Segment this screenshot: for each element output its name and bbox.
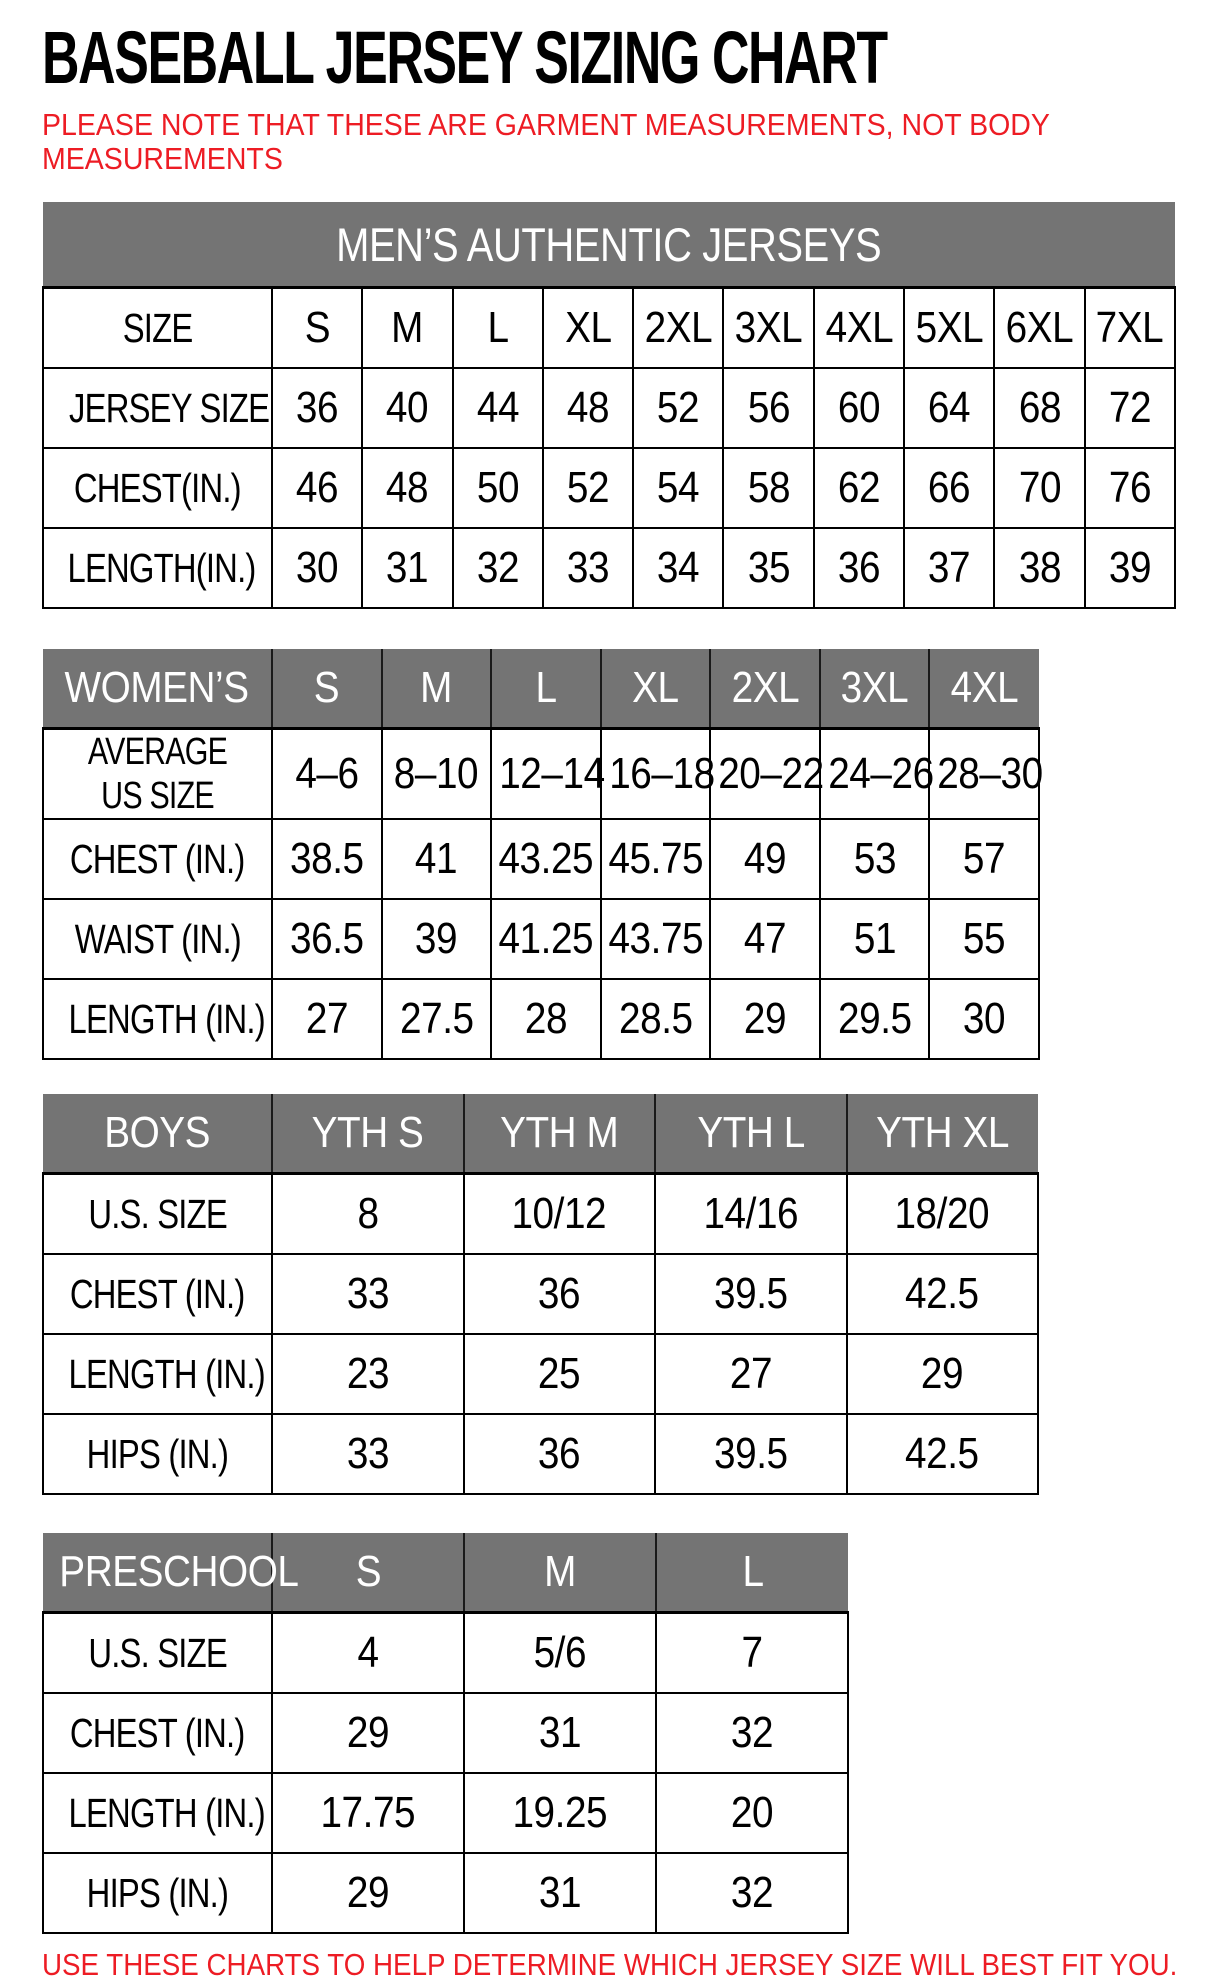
- table-cell: [272, 1613, 464, 1694]
- cell-value-text: 68: [1018, 383, 1061, 432]
- table-cell: [633, 288, 723, 369]
- cell-value-text: 10/12: [511, 1189, 607, 1238]
- table-cell: [464, 1613, 656, 1694]
- cell-value-text: 45.75: [608, 834, 703, 883]
- table-row: [43, 819, 1039, 899]
- header-value-text: M: [544, 1547, 576, 1596]
- table-cell: [464, 1853, 656, 1933]
- row-label-cell: [43, 819, 272, 899]
- table-header-row: [43, 649, 1039, 729]
- table-cell: [929, 899, 1039, 979]
- row-label-text: CHEST (IN.): [70, 1709, 245, 1756]
- header-cell: [847, 1094, 1039, 1174]
- table-cell: [1085, 448, 1175, 528]
- table-cell: [272, 819, 382, 899]
- row-label-cell: [43, 1773, 272, 1853]
- row-label-text: AVERAGE US SIZE: [87, 731, 228, 817]
- row-label-cell: [43, 899, 272, 979]
- row-label-text: JERSEY SIZE: [69, 384, 270, 431]
- row-label-cell: [43, 368, 272, 448]
- row-label-cell: [43, 448, 272, 528]
- header-value-text: YTH M: [500, 1108, 619, 1157]
- cell-value-text: 48: [386, 463, 429, 512]
- header-label-cell: [43, 649, 272, 729]
- header-cell: [272, 1094, 464, 1174]
- table-row: [43, 1254, 1038, 1334]
- cell-value-text: 33: [346, 1429, 389, 1478]
- cell-value-text: 39.5: [713, 1429, 788, 1478]
- header-label-text: BOYS: [104, 1108, 210, 1157]
- table-header-row: [43, 1094, 1038, 1174]
- cell-value-text: 37: [928, 543, 971, 592]
- table-cell: [491, 979, 601, 1059]
- table-cell: [464, 1773, 656, 1853]
- row-label-cell: [43, 729, 272, 820]
- cell-value-text: 50: [476, 463, 519, 512]
- cell-value-text: 19.25: [512, 1788, 608, 1837]
- preschool-sizing-table: [42, 1533, 849, 1934]
- row-label-cell: [43, 1613, 272, 1694]
- header-value-text: L: [741, 1547, 764, 1596]
- row-label-text: CHEST (IN.): [70, 1270, 245, 1317]
- boys-sizing-table: [42, 1094, 1039, 1495]
- table-cell: [656, 1773, 848, 1853]
- table-cell: [994, 288, 1084, 369]
- table-cell: [1085, 288, 1175, 369]
- cell-value-text: 34: [657, 543, 700, 592]
- table-cell: [272, 528, 362, 608]
- table-cell: [633, 528, 723, 608]
- cell-value-text: 42.5: [905, 1429, 980, 1478]
- cell-value-text: 35: [747, 543, 790, 592]
- table-cell: [814, 368, 904, 448]
- table-cell: [723, 528, 813, 608]
- table-cell: [272, 1773, 464, 1853]
- table-cell: [820, 899, 930, 979]
- cell-value-text: 4–6: [295, 749, 359, 798]
- table-cell: [601, 979, 711, 1059]
- table-cell: [272, 979, 382, 1059]
- header-cell: [382, 649, 492, 729]
- cell-value-text: 42.5: [905, 1269, 980, 1318]
- cell-value-text: 36.5: [289, 914, 364, 963]
- header-value-text: L: [535, 663, 557, 712]
- table-cell: [362, 448, 452, 528]
- table-cell: [814, 288, 904, 369]
- cell-value-text: 29.5: [837, 994, 912, 1043]
- cell-value-text: 6XL: [1005, 303, 1074, 352]
- table-cell: [464, 1174, 656, 1255]
- cell-value-text: 8: [357, 1189, 379, 1238]
- cell-value-text: 31: [538, 1868, 582, 1917]
- cell-value-text: 25: [538, 1349, 581, 1398]
- cell-value-text: 33: [346, 1269, 389, 1318]
- table-cell: [543, 448, 633, 528]
- table-row: [43, 368, 1175, 448]
- table-cell: [710, 899, 820, 979]
- womens-sizing-table: [42, 649, 1044, 1060]
- table-row: [43, 1853, 848, 1933]
- table-row: [43, 1773, 848, 1853]
- cell-value-text: 29: [346, 1708, 390, 1757]
- cell-value-text: 41: [415, 834, 458, 883]
- table-cell: [723, 288, 813, 369]
- table-cell: [382, 729, 492, 820]
- header-label-text: WOMEN’S: [64, 663, 250, 712]
- header-cell: [464, 1533, 656, 1613]
- measurement-note: [42, 108, 1220, 176]
- header-cell: [820, 649, 930, 729]
- header-value-text: S: [314, 663, 340, 712]
- table-cell: [272, 288, 362, 369]
- cell-value-text: 54: [657, 463, 700, 512]
- table-cell: [362, 368, 452, 448]
- table-cell: [1085, 528, 1175, 608]
- cell-value-text: 46: [296, 463, 339, 512]
- table-cell: [362, 528, 452, 608]
- table-cell: [362, 288, 452, 369]
- table-title-text: MEN’S AUTHENTIC JERSEYS: [336, 217, 882, 271]
- table-row: [43, 1693, 848, 1773]
- table-cell: [904, 288, 994, 369]
- cell-value-text: 27.5: [399, 994, 474, 1043]
- cell-value-text: 30: [963, 994, 1006, 1043]
- table-cell: [994, 368, 1084, 448]
- table-cell: [820, 819, 930, 899]
- row-label-text: LENGTH (IN.): [68, 1350, 265, 1397]
- header-label-cell: [43, 1094, 272, 1174]
- cell-value-text: 57: [963, 834, 1006, 883]
- header-value-text: 4XL: [950, 663, 1019, 712]
- table-cell: [272, 448, 362, 528]
- table-cell: [491, 899, 601, 979]
- footer-note: [42, 1948, 1220, 1982]
- cell-value-text: 36: [837, 543, 881, 592]
- cell-value-text: 7: [741, 1628, 763, 1677]
- table-cell: [382, 899, 492, 979]
- table-row: [43, 1613, 848, 1694]
- cell-value-text: 31: [538, 1708, 582, 1757]
- header-cell: [272, 1533, 464, 1613]
- cell-value-text: 52: [657, 383, 700, 432]
- cell-value-text: 29: [346, 1868, 390, 1917]
- table-cell: [847, 1334, 1039, 1414]
- cell-value-text: M: [391, 303, 424, 352]
- header-label-text: PRESCHOOL: [59, 1547, 299, 1596]
- cell-value-text: 16–18: [608, 749, 715, 798]
- table-row: [43, 979, 1039, 1059]
- table-cell: [710, 979, 820, 1059]
- cell-value-text: 36: [296, 383, 339, 432]
- cell-value-text: 32: [476, 543, 519, 592]
- row-label-cell: [43, 1334, 272, 1414]
- table-row: [43, 1174, 1038, 1255]
- header-cell: [656, 1533, 848, 1613]
- table-cell: [655, 1334, 847, 1414]
- table-cell: [994, 528, 1084, 608]
- cell-value-text: 58: [747, 463, 790, 512]
- cell-value-text: 3XL: [734, 303, 803, 352]
- table-cell: [543, 528, 633, 608]
- cell-value-text: 29: [921, 1349, 964, 1398]
- page-title: [42, 16, 1220, 99]
- row-label-text: U.S. SIZE: [88, 1190, 227, 1237]
- table-cell: [929, 819, 1039, 899]
- header-cell: [601, 649, 711, 729]
- table-cell: [464, 1414, 656, 1494]
- cell-value-text: 39: [415, 914, 458, 963]
- row-label-text: HIPS (IN.): [86, 1869, 229, 1916]
- table-cell: [453, 448, 543, 528]
- cell-value-text: 43.75: [608, 914, 703, 963]
- table-cell: [382, 819, 492, 899]
- header-cell: [272, 649, 382, 729]
- table-cell: [601, 819, 711, 899]
- table-cell: [543, 288, 633, 369]
- table-row: [43, 1414, 1038, 1494]
- table-cell: [723, 448, 813, 528]
- table-cell: [464, 1693, 656, 1773]
- cell-value-text: 20–22: [718, 749, 824, 798]
- cell-value-text: 4XL: [825, 303, 893, 352]
- table-cell: [929, 979, 1039, 1059]
- cell-value-text: 24–26: [828, 749, 934, 798]
- table-cell: [904, 448, 994, 528]
- table-header-row: [43, 1533, 848, 1613]
- header-value-text: YTH L: [696, 1108, 805, 1157]
- row-label-text: SIZE: [122, 304, 193, 351]
- cell-value-text: 36: [538, 1429, 581, 1478]
- table-cell: [464, 1334, 656, 1414]
- cell-value-text: 39.5: [713, 1269, 788, 1318]
- table-title-cell: [43, 202, 1175, 288]
- row-label-text: U.S. SIZE: [88, 1629, 227, 1676]
- cell-value-text: S: [304, 303, 330, 352]
- cell-value-text: L: [487, 303, 509, 352]
- row-label-cell: [43, 1414, 272, 1494]
- cell-value-text: 56: [747, 383, 790, 432]
- cell-value-text: XL: [564, 303, 612, 352]
- table-cell: [814, 528, 904, 608]
- table-cell: [453, 528, 543, 608]
- row-label-cell: [43, 1254, 272, 1334]
- header-label-cell: [43, 1533, 299, 1613]
- table-cell: [929, 729, 1044, 820]
- table-cell: [272, 1853, 464, 1933]
- cell-value-text: 4: [357, 1628, 379, 1677]
- cell-value-text: 27: [729, 1349, 772, 1398]
- table-cell: [847, 1254, 1039, 1334]
- header-cell: [710, 649, 820, 729]
- table-cell: [272, 899, 382, 979]
- table-cell: [543, 368, 633, 448]
- header-value-text: 3XL: [840, 663, 909, 712]
- cell-value-text: 40: [386, 383, 429, 432]
- header-cell: [491, 649, 601, 729]
- table-cell: [655, 1174, 847, 1255]
- table-cell: [656, 1853, 848, 1933]
- table-cell: [904, 368, 994, 448]
- table-row: [43, 1334, 1038, 1414]
- cell-value-text: 70: [1018, 463, 1061, 512]
- cell-value-text: 20: [730, 1788, 774, 1837]
- row-label-cell: [43, 1853, 272, 1933]
- header-value-text: YTH S: [311, 1108, 424, 1157]
- table-row: [43, 729, 1039, 820]
- table-cell: [272, 1174, 464, 1255]
- table-cell: [994, 448, 1084, 528]
- cell-value-text: 27: [305, 994, 348, 1043]
- table-cell: [710, 729, 824, 820]
- table-cell: [633, 368, 723, 448]
- header-cell: [929, 649, 1039, 729]
- cell-value-text: 14/16: [703, 1189, 799, 1238]
- header-value-text: M: [420, 663, 453, 712]
- table-cell: [491, 819, 601, 899]
- header-cell: [655, 1094, 847, 1174]
- cell-value-text: 41.25: [498, 914, 594, 963]
- header-value-text: S: [355, 1547, 381, 1596]
- cell-value-text: 32: [730, 1868, 774, 1917]
- cell-value-text: 55: [963, 914, 1006, 963]
- table-cell: [1085, 368, 1175, 448]
- cell-value-text: 29: [743, 994, 787, 1043]
- cell-value-text: 49: [743, 834, 787, 883]
- row-label-text: HIPS (IN.): [86, 1430, 229, 1477]
- row-label-text: LENGTH(IN.): [67, 544, 256, 591]
- table-cell: [656, 1613, 848, 1694]
- table-cell: [814, 448, 904, 528]
- table-cell: [710, 819, 820, 899]
- table-cell: [453, 288, 543, 369]
- table-cell: [272, 729, 382, 820]
- table-cell: [655, 1254, 847, 1334]
- cell-value-text: 44: [476, 383, 519, 432]
- cell-value-text: 38.5: [289, 834, 364, 883]
- cell-value-text: 17.75: [320, 1788, 416, 1837]
- row-label-cell: [43, 1174, 272, 1255]
- cell-value-text: 43.25: [498, 834, 594, 883]
- cell-value-text: 31: [386, 543, 429, 592]
- table-row: [43, 288, 1175, 369]
- header-value-text: YTH XL: [876, 1108, 1010, 1157]
- table-cell: [655, 1414, 847, 1494]
- cell-value-text: 72: [1108, 383, 1151, 432]
- header-value-text: XL: [632, 663, 679, 712]
- row-label-text: LENGTH (IN.): [68, 1789, 265, 1836]
- table-cell: [453, 368, 543, 448]
- cell-value-text: 38: [1018, 543, 1061, 592]
- header-cell: [464, 1094, 656, 1174]
- cell-value-text: 32: [730, 1708, 774, 1757]
- row-label-cell: [43, 979, 272, 1059]
- row-label-cell: [43, 288, 272, 369]
- cell-value-text: 52: [566, 463, 610, 512]
- table-cell: [491, 729, 605, 820]
- table-cell: [723, 368, 813, 448]
- table-title-row: [43, 202, 1175, 288]
- row-label-text: CHEST(IN.): [74, 464, 241, 511]
- table-cell: [272, 1254, 464, 1334]
- row-label-text: CHEST (IN.): [70, 835, 245, 882]
- cell-value-text: 47: [743, 914, 787, 963]
- cell-value-text: 8–10: [394, 749, 479, 798]
- cell-value-text: 33: [566, 543, 610, 592]
- mens-sizing-table: [42, 202, 1176, 609]
- cell-value-text: 66: [928, 463, 971, 512]
- table-cell: [464, 1254, 656, 1334]
- cell-value-text: 7XL: [1096, 303, 1164, 352]
- table-cell: [601, 899, 711, 979]
- cell-value-text: 23: [346, 1349, 389, 1398]
- table-cell: [847, 1414, 1039, 1494]
- cell-value-text: 30: [296, 543, 339, 592]
- table-cell: [272, 1334, 464, 1414]
- cell-value-text: 64: [928, 383, 971, 432]
- table-cell: [633, 448, 723, 528]
- table-cell: [601, 729, 715, 820]
- header-value-text: 2XL: [731, 663, 799, 712]
- cell-value-text: 28: [524, 994, 567, 1043]
- row-label-cell: [43, 528, 272, 608]
- cell-value-text: 28.5: [618, 994, 693, 1043]
- cell-value-text: 5XL: [915, 303, 984, 352]
- table-cell: [820, 729, 934, 820]
- measurement-note-text: PLEASE NOTE THAT THESE ARE GARMENT MEASUREMENTS, NOT BODY MEASUREMENTS: [42, 107, 1050, 176]
- table-cell: [272, 1414, 464, 1494]
- cell-value-text: 5/6: [533, 1628, 587, 1677]
- cell-value-text: 28–30: [937, 749, 1044, 798]
- cell-value-text: 2XL: [644, 303, 713, 352]
- table-cell: [272, 1693, 464, 1773]
- footer-note-text: USE THESE CHARTS TO HELP DETERMINE WHICH JERSEY SIZE WILL BEST FIT YOU.: [42, 1947, 1178, 1982]
- cell-value-text: 39: [1108, 543, 1151, 592]
- table-cell: [382, 979, 492, 1059]
- cell-value-text: 18/20: [894, 1189, 990, 1238]
- table-row: [43, 528, 1175, 608]
- row-label-cell: [43, 1693, 272, 1773]
- cell-value-text: 36: [538, 1269, 581, 1318]
- row-label-text: WAIST (IN.): [74, 915, 241, 962]
- table-cell: [272, 368, 362, 448]
- table-cell: [847, 1174, 1039, 1255]
- table-row: [43, 899, 1039, 979]
- table-cell: [904, 528, 994, 608]
- table-row: [43, 448, 1175, 528]
- page-title-text: BASEBALL JERSEY SIZING CHART: [42, 16, 887, 99]
- cell-value-text: 48: [566, 383, 610, 432]
- cell-value-text: 53: [853, 834, 896, 883]
- row-label-text: LENGTH (IN.): [68, 995, 265, 1042]
- cell-value-text: 76: [1108, 463, 1151, 512]
- cell-value-text: 62: [837, 463, 881, 512]
- cell-value-text: 12–14: [499, 749, 605, 798]
- table-cell: [820, 979, 930, 1059]
- cell-value-text: 60: [837, 383, 881, 432]
- cell-value-text: 51: [853, 914, 896, 963]
- table-cell: [656, 1693, 848, 1773]
